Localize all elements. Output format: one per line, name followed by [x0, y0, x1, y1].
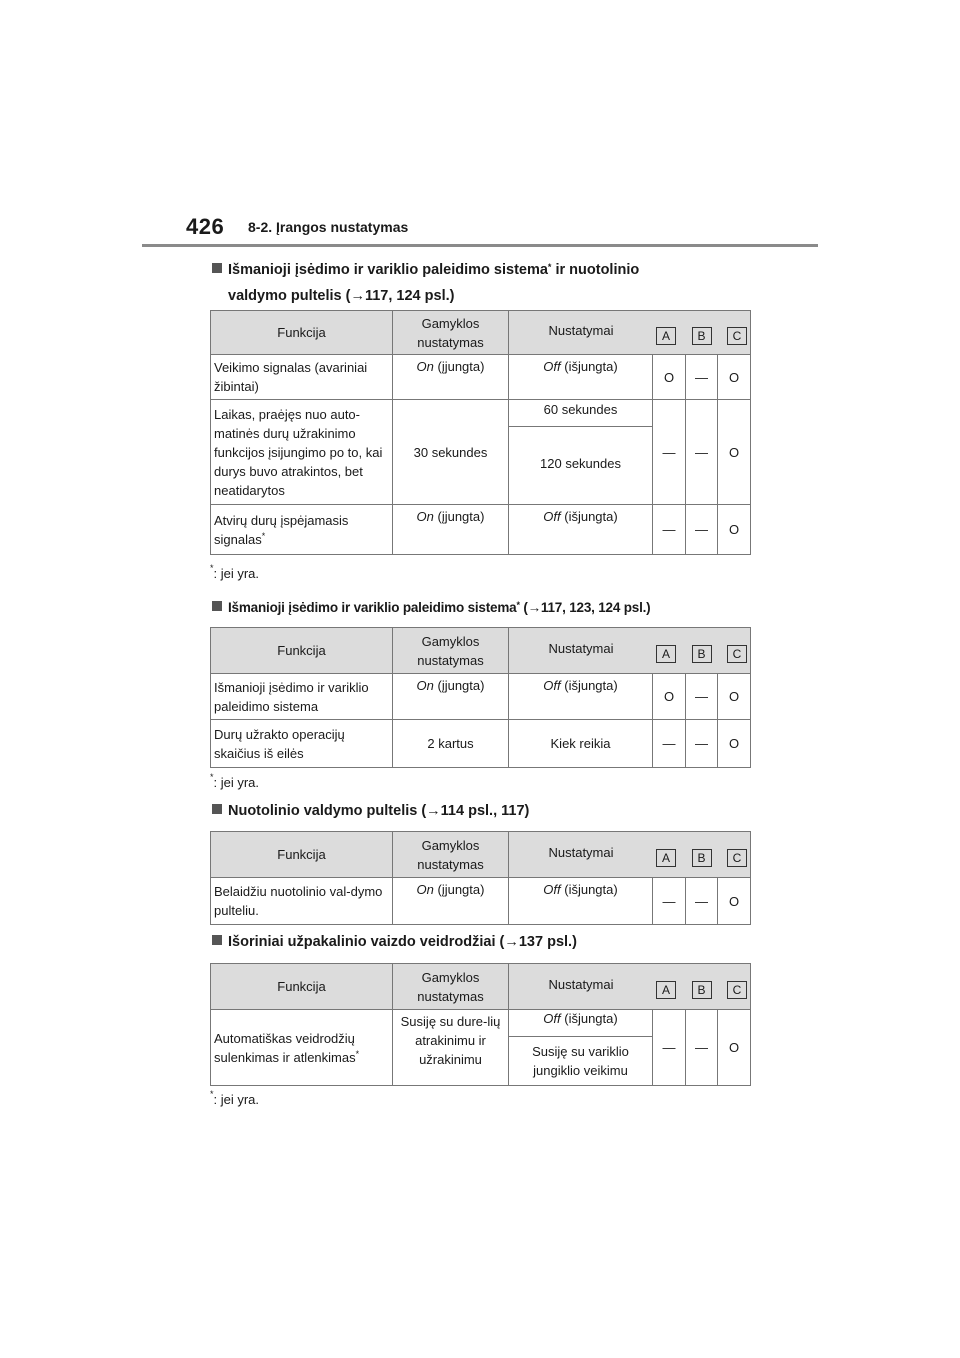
table-row: Atvirų durų įspėjamasis signalas* On (įjungta) Off (išjungta) — — O [211, 505, 751, 555]
table-header-row [211, 311, 751, 355]
page-number: 426 [186, 214, 225, 239]
table-header-row: Funkcija Gamyklos nustatymas Nustatymai A B C [211, 628, 751, 674]
table-section-4 [210, 963, 751, 1086]
table-row: Durų užrakto operacijų skaičius iš eilės 2 kartus Kiek reikia — — O [211, 720, 751, 768]
bullet-square-icon [212, 935, 222, 945]
col-header-function: Funkcija [211, 311, 393, 355]
table-section-1 [210, 310, 751, 555]
section-4-title: Išoriniai užpakalinio vaizdo veidrodžiai (→137 psl.) [212, 929, 577, 955]
table-section-3 [210, 831, 751, 925]
table-row: Išmanioji įsėdimo ir variklio paleidimo sistema On (įjungta) Off (išjungta) O — O [211, 674, 751, 720]
table-row: Veikimo signalas (avariniai žibintai) On (įjungta) Off (išjungta) O — O [211, 355, 751, 400]
col-header-factory: Gamyklos nustatymas [393, 311, 509, 355]
footnote-1: *: jei yra. [210, 563, 260, 581]
bullet-square-icon [212, 263, 222, 273]
chapter-title: 8-2. Įrangos nustatymas [248, 219, 409, 235]
col-header-settings: Nustatymai A B C [509, 311, 751, 355]
footnote-2: *: jei yra. [210, 772, 260, 790]
table-header-row: Funkcija Gamyklos nustatymas Nustatymai A B C [211, 832, 751, 878]
table-header-row: Funkcija Gamyklos nustatymas Nustatymai A B C [211, 964, 751, 1010]
table-row: Belaidžiu nuotolinio val-dymo pulteliu. On (įjungta) Off (išjungta) — — O [211, 878, 751, 925]
table-section-2 [210, 627, 751, 768]
col-header-b: B [692, 327, 712, 345]
col-header-a: A [656, 327, 676, 345]
section-3-title: Nuotolinio valdymo pultelis (→114 psl., 117) [212, 798, 529, 824]
table-row: Automatiškas veidrodžių sulenkimas ir atlenkimas* Susiję su dure-lių atrakinimu ir užrakinimu Off (išjungta) Susiję su variklio jungiklio veikimu — — O [211, 1010, 751, 1086]
table-row: Laikas, praėjęs nuo auto-matinės durų užrakinimo funkcijos įsijungimo po to, kai durys buvo atrakintos, bet neatidarytos 30 sekundes 60 sekundes 120 sekundes — — O [211, 400, 751, 505]
section-2-title: Išmanioji įsėdimo ir variklio paleidimo sistema* (→117, 123, 124 psl.) [212, 595, 650, 621]
header-rule [142, 244, 818, 247]
bullet-square-icon [212, 601, 222, 611]
footnote-3: *: jei yra. [210, 1089, 260, 1107]
bullet-square-icon [212, 804, 222, 814]
section-1-title: Išmanioji įsėdimo ir variklio paleidimo sistema* ir nuotolinio valdymo pultelis (→117, 124 psl.) [212, 257, 639, 309]
col-header-c: C [727, 327, 747, 345]
